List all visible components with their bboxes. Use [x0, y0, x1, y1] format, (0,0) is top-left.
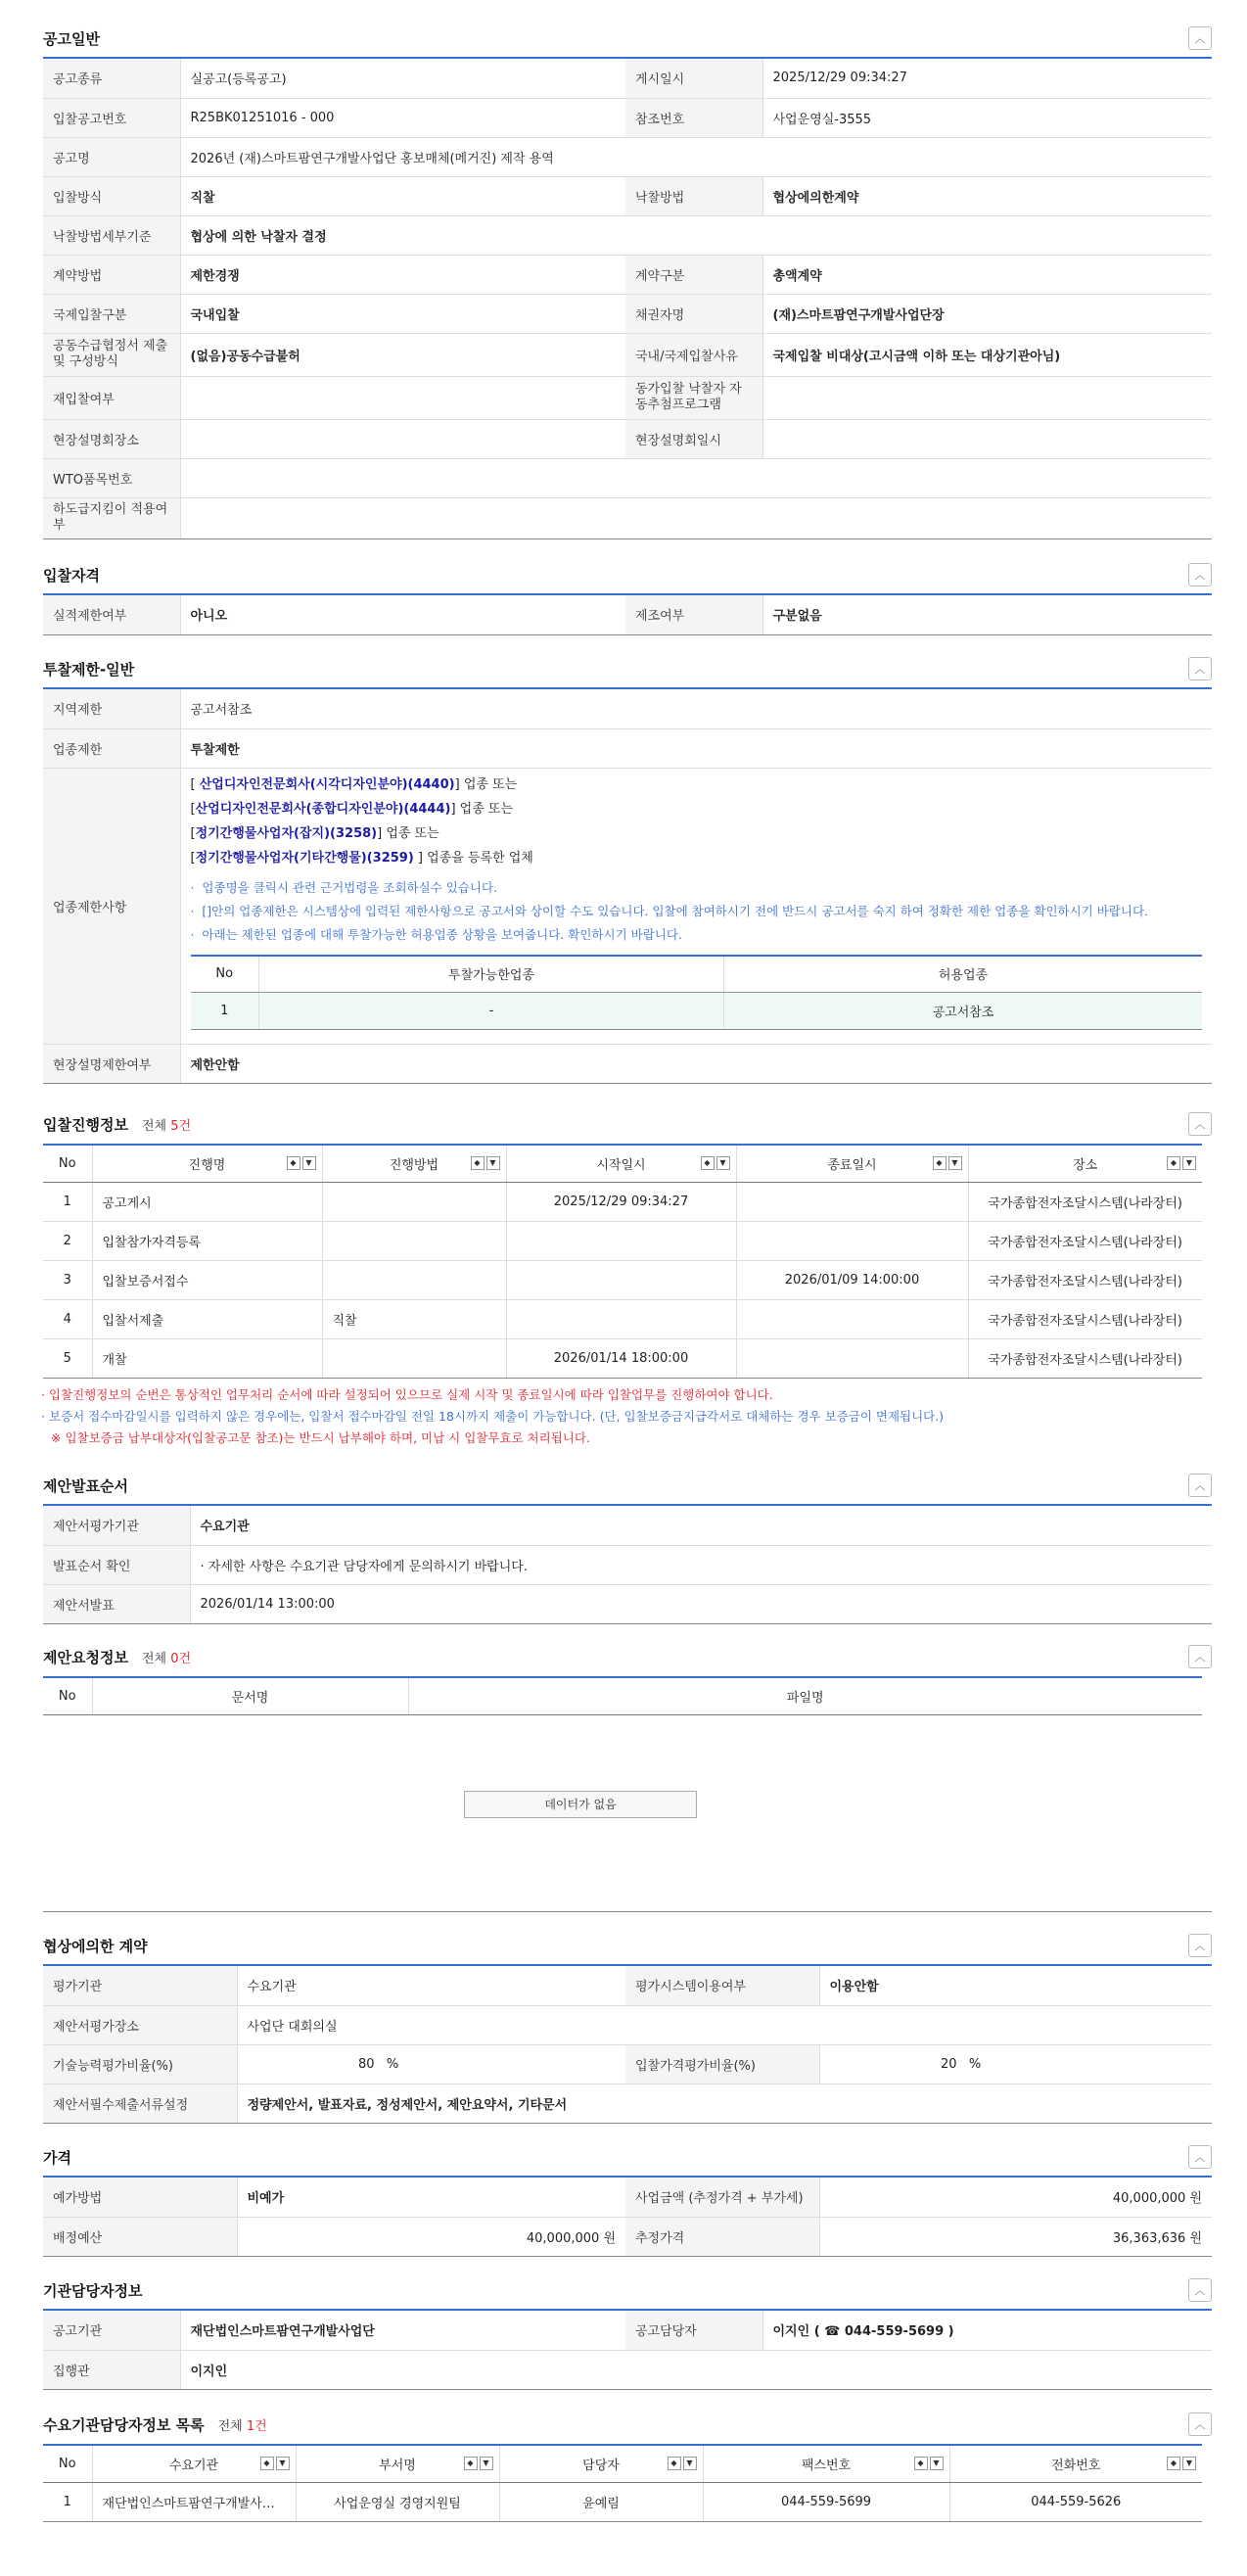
- label: 지역제한: [43, 689, 180, 728]
- label: 계약구분: [625, 255, 762, 294]
- value: R25BK01251016 - 000: [180, 98, 625, 137]
- column-header: No: [43, 1145, 92, 1182]
- column-header: No: [191, 956, 259, 993]
- label: 제안서평가기관: [43, 1506, 190, 1545]
- collapse-button[interactable]: ︿: [1188, 2145, 1212, 2169]
- label: 입찰공고번호: [43, 98, 180, 137]
- section-title: 수요기관담당자정보 목록 전체 1건: [43, 2415, 267, 2434]
- label: 공고명: [43, 137, 180, 176]
- filter-dropdown-icon: ▼: [716, 1156, 730, 1170]
- value: 사업운영실-3555: [762, 98, 1212, 137]
- total-count: 전체 5건: [141, 1118, 192, 1134]
- section-header: [43, 1467, 1212, 1506]
- industry-line: [산업디자인전문회사(종합디자인분야)(4444)] 업종 또는: [190, 801, 514, 817]
- collapse-button[interactable]: ︿: [1188, 1645, 1212, 1668]
- label: 공동수급협정서 제출 및 구성방식: [43, 333, 180, 376]
- sort-icon: ◆: [701, 1156, 715, 1170]
- section-header: [43, 2405, 1212, 2444]
- section-title: 협상에의한 계약: [43, 1937, 148, 1955]
- filter-dropdown-icon: ▼: [302, 1156, 316, 1170]
- sort-icon: ◆: [914, 2457, 928, 2470]
- filter-dropdown-icon: ▼: [486, 1156, 500, 1170]
- filter-dropdown-icon: ▼: [480, 2457, 493, 2470]
- table-row: 1 재단법인스마트팜연구개발사… 사업운영실 경영지원팀 윤예림 044-559-5699 044-559-5626: [43, 2482, 1202, 2521]
- section-title: 기관담당자정보: [43, 2281, 143, 2300]
- label: 배정예산: [43, 2217, 237, 2256]
- price-table: [43, 2178, 1212, 2257]
- collapse-button[interactable]: ︿: [1188, 1934, 1212, 1957]
- section-presentation: [43, 1467, 1212, 1624]
- label: 제안서필수제출서류설정: [43, 2084, 237, 2123]
- column-header: No: [43, 2445, 92, 2482]
- label: 실적제한여부: [43, 595, 180, 634]
- collapse-button[interactable]: ︿: [1188, 26, 1212, 50]
- label: 평가기관: [43, 1966, 237, 2005]
- section-negotiation: [43, 1927, 1212, 2124]
- table-row: 3 입찰보증서접수 2026/01/09 14:00:00 국가종합전자조달시스템(나라장터): [43, 1260, 1202, 1299]
- value: 제한안함: [180, 1045, 1212, 1084]
- value: 공고서참조: [180, 689, 1212, 728]
- value: 수요기관: [190, 1506, 1212, 1545]
- section-progress: [43, 1104, 1212, 1449]
- section-title: 입찰자격: [43, 566, 100, 585]
- collapse-button[interactable]: ︿: [1188, 1112, 1212, 1136]
- label: 평가시스템이용여부: [625, 1966, 819, 2005]
- value: [180, 458, 1212, 497]
- label: 게시일시: [625, 59, 762, 98]
- filter-dropdown-icon: ▼: [1182, 1156, 1196, 1170]
- filter-dropdown-icon: ▼: [276, 2457, 290, 2470]
- value: 비예가: [237, 2178, 625, 2217]
- sort-icon: ◆: [471, 1156, 485, 1170]
- section-title: 공고일반: [43, 29, 100, 48]
- value: 아니오: [180, 595, 625, 634]
- industry-line: [정기간행물사업자(잡지)(3258)] 업종 또는: [190, 825, 439, 841]
- label: 업종제한사항: [43, 768, 180, 1045]
- column-header: No: [43, 1677, 92, 1714]
- industry-line: [ 산업디자인전문회사(시각디자인분야)(4440)] 업종 또는: [190, 776, 518, 792]
- filter-dropdown-icon: ▼: [948, 1156, 962, 1170]
- column-header: 투찰가능한업종: [259, 956, 724, 993]
- divider: [43, 1911, 1212, 1912]
- value: 재단법인스마트팜연구개발사업단: [180, 2311, 625, 2350]
- table-row: [191, 993, 1203, 1030]
- value: 국내입찰: [180, 294, 625, 333]
- label: 입찰방식: [43, 176, 180, 215]
- value: (재)스마트팜연구개발사업단장: [762, 294, 1212, 333]
- label: 참조번호: [625, 98, 762, 137]
- section-header: [43, 20, 1212, 59]
- section-demand: [43, 2405, 1212, 2522]
- label: 업종제한: [43, 728, 180, 768]
- label: 낙찰방법세부기준: [43, 215, 180, 255]
- label: 입찰가격평가비율(%): [625, 2044, 819, 2084]
- table-row: 5 개찰 2026/01/14 18:00:00 국가종합전자조달시스템(나라장터): [43, 1338, 1202, 1378]
- column-header[interactable]: 부서명 ◆ ▼: [296, 2445, 499, 2482]
- value: 사업단 대회의실: [237, 2005, 1212, 2044]
- sort-icon: ◆: [287, 1156, 300, 1170]
- value: 이지인: [180, 2350, 1212, 2389]
- section-header: [43, 2138, 1212, 2178]
- cell: -: [259, 993, 724, 1030]
- value: 36,363,636 원: [819, 2217, 1212, 2256]
- sort-icon: ◆: [1167, 2457, 1180, 2470]
- sort-icon: ◆: [933, 1156, 947, 1170]
- collapse-button[interactable]: ︿: [1188, 2412, 1212, 2436]
- industry-link[interactable]: 정기간행물사업자(잡지)(3258): [195, 825, 378, 841]
- value: 40,000,000 원: [237, 2217, 625, 2256]
- section-header: [43, 1637, 1212, 1676]
- demand-table: [43, 2444, 1202, 2522]
- value: 투찰제한: [180, 728, 1212, 768]
- label: 현장설명제한여부: [43, 1045, 180, 1084]
- value: 이용안함: [819, 1966, 1212, 2005]
- section-title: 제안요청정보 전체 0건: [43, 1648, 192, 1666]
- label: 제안서평가장소: [43, 2005, 237, 2044]
- label: 제안서발표: [43, 1584, 190, 1623]
- value: 협상에의한계약: [762, 176, 1212, 215]
- label: 공고담당자: [625, 2311, 762, 2350]
- presentation-table: [43, 1506, 1212, 1624]
- restriction-table: [43, 689, 1212, 1084]
- column-header[interactable]: 시작일시 ◆ ▼: [506, 1145, 736, 1182]
- value: [762, 376, 1212, 419]
- value: [180, 419, 625, 458]
- label: 공고기관: [43, 2311, 180, 2350]
- column-header: 파일명: [408, 1677, 1202, 1714]
- note: · []안의 업종제한은 시스템상에 입력된 제한사항으로 공고서와 상이할 수도 있습니다. 입찰에 참여하시기 전에 반드시 공고서를 숙지 하여 정확한 제한 업종을 확인하시기 바랍니다.: [190, 903, 1148, 918]
- section-qualification: [43, 556, 1212, 635]
- section-title: 제안발표순서: [43, 1476, 128, 1495]
- contact-table: [43, 2311, 1212, 2390]
- label: 기술능력평가비율(%): [43, 2044, 237, 2084]
- section-header: [43, 1104, 1212, 1144]
- value: 2026년 (재)스마트팜연구개발사업단 홍보매체(메거진) 제작 용역: [180, 137, 1212, 176]
- label: 낙찰방법: [625, 176, 762, 215]
- section-request: [43, 1637, 1212, 1715]
- no-data-message: 데이터가 없음: [464, 1791, 697, 1818]
- value: 80 %: [237, 2044, 625, 2084]
- column-header: 허용업종: [724, 956, 1203, 993]
- sort-icon: ◆: [1167, 1156, 1180, 1170]
- value: [180, 376, 625, 419]
- section-header: [43, 1927, 1212, 1966]
- value: · 자세한 사항은 수요기관 담당자에게 문의하시기 바랍니다.: [190, 1545, 1212, 1584]
- value: 협상에 의한 낙찰자 결정: [180, 215, 1212, 255]
- column-header: 문서명: [92, 1677, 408, 1714]
- filter-dropdown-icon: ▼: [683, 2457, 697, 2470]
- industry-detail: [180, 768, 1212, 1045]
- value: 40,000,000 원: [819, 2178, 1212, 2217]
- sort-icon: ◆: [668, 2457, 681, 2470]
- label: 예가방법: [43, 2178, 237, 2217]
- label: 사업금액 (추정가격 + 부가세): [625, 2178, 819, 2217]
- section-header: [43, 650, 1212, 689]
- value: [762, 419, 1212, 458]
- filter-dropdown-icon: ▼: [930, 2457, 944, 2470]
- column-header[interactable]: 수요기관 ◆ ▼: [92, 2445, 296, 2482]
- value: 실공고(등록공고): [180, 59, 625, 98]
- value: 20 %: [819, 2044, 1212, 2084]
- note: · 아래는 제한된 업종에 대해 투찰가능한 허용업종 상황을 보여줍니다. 확인하시기 바랍니다.: [190, 926, 682, 942]
- filter-dropdown-icon: ▼: [1182, 2457, 1196, 2470]
- column-header[interactable]: 종료일시 ◆ ▼: [736, 1145, 968, 1182]
- collapse-button[interactable]: ︿: [1188, 563, 1212, 586]
- column-header[interactable]: 진행방법 ◆ ▼: [322, 1145, 506, 1182]
- label: 동가입찰 낙찰자 자동추첨프로그램: [625, 376, 762, 419]
- section-header: [43, 556, 1212, 595]
- section-header: [43, 2272, 1212, 2311]
- label: 하도급지킴이 적용여부: [43, 497, 180, 539]
- value: [180, 497, 1212, 539]
- section-title: 입찰진행정보 전체 5건: [43, 1115, 192, 1134]
- value: 이지인 ( ☎ 044-559-5699 ): [762, 2311, 1212, 2350]
- notice-text: · 보증서 접수마감일시를 입력하지 않은 경우에는, 입찰서 접수마감일 전일 18시까지 제출이 가능합니다. (단, 입찰보증금지급각서로 대체하는 경우 보증금이 면제됩니다.): [41, 1408, 945, 1424]
- value: 구분없음: [762, 595, 1212, 634]
- notice-text: ※ 입찰보증금 납부대상자(입찰공고문 참조)는 반드시 납부해야 하며, 미납 시 입찰무효로 처리됩니다.: [51, 1429, 590, 1445]
- value: 정량제안서, 발표자료, 정성제안서, 제안요약서, 기타문서: [237, 2084, 1212, 2123]
- column-header[interactable]: 전화번호 ◆ ▼: [949, 2445, 1202, 2482]
- table-row: 2 입찰참가자격등록 국가종합전자조달시스템(나라장터): [43, 1221, 1202, 1260]
- column-header[interactable]: 담당자 ◆ ▼: [499, 2445, 703, 2482]
- industry-link[interactable]: 정기간행물사업자(기타간행물)(3259): [195, 850, 414, 866]
- column-header[interactable]: 진행명 ◆ ▼: [92, 1145, 322, 1182]
- value: 2026/01/14 13:00:00: [190, 1584, 1212, 1623]
- value: 총액계약: [762, 255, 1212, 294]
- label: 계약방법: [43, 255, 180, 294]
- collapse-button[interactable]: ︿: [1188, 2278, 1212, 2302]
- cell: 1: [191, 993, 259, 1030]
- label: 집행관: [43, 2350, 180, 2389]
- request-table: [43, 1676, 1202, 1715]
- qualification-table: [43, 595, 1212, 635]
- label: 현장설명회장소: [43, 419, 180, 458]
- value: 2025/12/29 09:34:27: [762, 59, 1212, 98]
- allowed-industry-table: [191, 955, 1203, 1031]
- value: 국제입찰 비대상(고시금액 이하 또는 대상기관아님): [762, 333, 1212, 376]
- label: 재입찰여부: [43, 376, 180, 419]
- progress-table: [43, 1144, 1202, 1379]
- section-contact: [43, 2272, 1212, 2390]
- notice-text: · 입찰진행정보의 순번은 통상적인 업무처리 순서에 따라 설정되어 있으므로 실제 시작 및 종료일시에 따라 입찰업무를 진행하여야 합니다.: [41, 1386, 773, 1402]
- section-title: 가격: [43, 2148, 71, 2167]
- value: 직찰: [180, 176, 625, 215]
- label: 제조여부: [625, 595, 762, 634]
- column-header[interactable]: 장소 ◆ ▼: [968, 1145, 1202, 1182]
- general-table: [43, 59, 1212, 539]
- label: 국제입찰구분: [43, 294, 180, 333]
- value: 수요기관: [237, 1966, 625, 2005]
- section-price: [43, 2138, 1212, 2257]
- total-count: 전체 0건: [141, 1651, 192, 1666]
- label: 채권자명: [625, 294, 762, 333]
- negotiation-table: [43, 1966, 1212, 2124]
- value: (없음)공동수급불허: [180, 333, 625, 376]
- column-header[interactable]: 팩스번호 ◆ ▼: [703, 2445, 949, 2482]
- label: 추정가격: [625, 2217, 819, 2256]
- note: · 업종명을 클릭시 관련 근거법령을 조회하실수 있습니다.: [190, 879, 497, 895]
- value: 제한경쟁: [180, 255, 625, 294]
- label: 공고종류: [43, 59, 180, 98]
- collapse-button[interactable]: ︿: [1188, 1474, 1212, 1497]
- sort-icon: ◆: [464, 2457, 478, 2470]
- total-count: 전체 1건: [217, 2418, 267, 2434]
- sort-icon: ◆: [260, 2457, 274, 2470]
- label: 현장설명회일시: [625, 419, 762, 458]
- table-row: 4 입찰서제출 직찰 국가종합전자조달시스템(나라장터): [43, 1299, 1202, 1338]
- table-row: 1 공고게시 2025/12/29 09:34:27 국가종합전자조달시스템(나라장터): [43, 1182, 1202, 1221]
- cell: 공고서참조: [724, 993, 1203, 1030]
- label: WTO품목번호: [43, 458, 180, 497]
- section-general: [43, 20, 1212, 539]
- label: 국내/국제입찰사유: [625, 333, 762, 376]
- industry-link[interactable]: 산업디자인전문회사(종합디자인분야)(4444): [195, 801, 451, 817]
- industry-line: [정기간행물사업자(기타간행물)(3259) ] 업종을 등록한 업체: [190, 850, 533, 866]
- collapse-button[interactable]: ︿: [1188, 657, 1212, 680]
- section-title: 투찰제한-일반: [43, 660, 135, 679]
- industry-link[interactable]: 산업디자인전문회사(시각디자인분야)(4440): [199, 776, 455, 792]
- section-restriction: [43, 650, 1212, 1084]
- label: 발표순서 확인: [43, 1545, 190, 1584]
